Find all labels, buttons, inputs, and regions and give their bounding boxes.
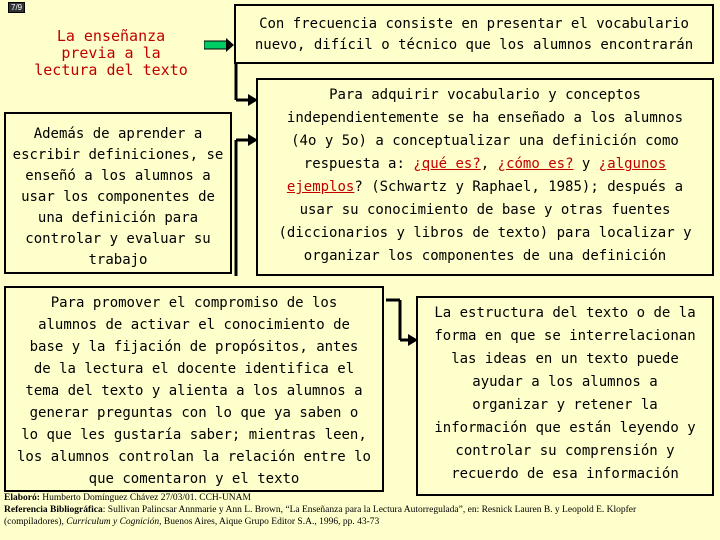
- engage-line: los alumnos controlan la relación entre lo: [16, 449, 371, 465]
- author-text: Humberto Domínguez Chávez 27/03/01. CCH-UNAM: [39, 493, 251, 503]
- concept-line: (diccionarios y libros de texto) para localizar y: [278, 225, 692, 241]
- concept-line: usar su conocimiento de base y otras fuentes: [299, 202, 671, 218]
- engage-line: Para promover el compromiso de los: [50, 295, 338, 311]
- title-line-1: La enseñanza: [56, 27, 166, 45]
- structure-line: forma en que se interrelacionan: [434, 328, 696, 344]
- engage-line: lo que les gustaría saber; mientras leen,: [21, 427, 367, 443]
- title-box: [18, 18, 204, 86]
- question-ejemplos-part1: ¿algunos: [598, 156, 667, 172]
- def-line: trabajo: [88, 252, 148, 268]
- question-como-es: ¿cómo es?: [497, 156, 574, 172]
- concept-line: independientemente se ha enseñado a los alumnos: [286, 110, 684, 126]
- arrow-vocab-to-definition: [236, 64, 258, 106]
- concept-line: (4o y 5o) a conceptualizar una definición como: [291, 133, 679, 149]
- structure-line: las ideas en un texto puede: [451, 351, 679, 367]
- engage-line: generar preguntas con lo que ya saben o: [29, 405, 359, 421]
- concept-line: Para adquirir vocabulario y conceptos: [329, 87, 641, 103]
- reference-text: (compiladores),: [4, 517, 67, 527]
- concept-line: organizar los componentes de una definición: [303, 248, 667, 264]
- reference-text: : Sullivan Palincsar Annmarie y Ann L. Brown, “La Enseñanza para la Lectura Autorregulada”, en: Resnick Lauren B. y Leopold E. Klopfer: [102, 505, 637, 515]
- engage-line: alumnos de activar el conocimiento de: [38, 317, 350, 333]
- structure-line: recuerdo de esa información: [451, 466, 679, 482]
- arrow-title-to-vocab: [200, 38, 234, 52]
- def-line: enseñó a los alumnos a: [25, 168, 211, 184]
- author-credit: [4, 492, 716, 504]
- vocabulary-box: [234, 4, 714, 64]
- engage-line: tema del texto y alienta a los alumnos a: [25, 383, 363, 399]
- question-ejemplos-part2: ejemplos: [286, 179, 355, 195]
- concepts-box: [256, 78, 714, 276]
- title-line-3: lectura del texto: [34, 61, 188, 79]
- arrow-to-structure: [386, 300, 418, 346]
- structure-line: ayudar a los alumnos a: [472, 374, 658, 390]
- reference-text: , Buenos Aires, Aique Grupo Editor S.A., 1996, pp. 43-73: [159, 517, 380, 527]
- concept-text: ? (Schwartz y Raphael, 1985); después a: [354, 179, 684, 195]
- vocab-line-2: nuevo, difícil o técnico que los alumnos encontrarán: [254, 37, 694, 53]
- slide-number: 7/9: [8, 2, 25, 13]
- structure-line: controlar su comprensión y: [455, 443, 675, 459]
- definitions-box: [4, 112, 232, 274]
- def-line: una definición para: [37, 210, 199, 226]
- reference-label: Referencia Bibliográfica: [4, 505, 103, 515]
- reference-line-1: [4, 504, 716, 516]
- author-label: Elaboró:: [4, 493, 40, 503]
- concept-line: [262, 153, 708, 176]
- footer-credits: [4, 492, 716, 528]
- structure-line: información que están leyendo y: [434, 420, 696, 436]
- vocab-line-1: Con frecuencia consiste en presentar el vocabulario: [259, 16, 689, 32]
- engagement-box: [4, 286, 384, 492]
- title-line-2: previa a la: [61, 44, 161, 62]
- reference-line-2: [4, 516, 716, 528]
- concept-line: [262, 176, 708, 199]
- def-line: escribir definiciones, se: [12, 147, 224, 163]
- structure-line: La estructura del texto o de la: [434, 305, 696, 321]
- arrow-left-to-definition: [236, 134, 258, 276]
- structure-line: organizar y retener la: [472, 397, 658, 413]
- def-line: Además de aprender a: [33, 126, 203, 142]
- question-que-es: ¿qué es?: [413, 156, 481, 172]
- def-line: controlar y evaluar su: [25, 231, 211, 247]
- reference-title: Curriculum y Cognición: [66, 517, 160, 527]
- engage-line: de la lectura el docente identifica el: [33, 361, 355, 377]
- concept-text: respuesta a:: [303, 156, 414, 172]
- concept-text: ,: [480, 156, 498, 172]
- engage-line: base y la fijación de propósitos, antes: [29, 339, 359, 355]
- concept-text: y: [573, 156, 599, 172]
- def-line: usar los componentes de: [21, 189, 215, 205]
- text-structure-box: [416, 296, 714, 496]
- engage-line: que comentaron y el texto: [88, 471, 300, 487]
